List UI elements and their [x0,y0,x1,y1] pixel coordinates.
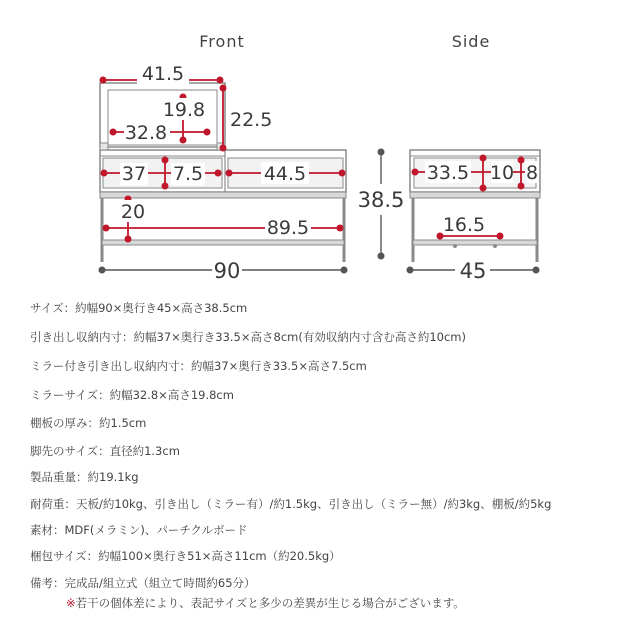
dim-mirror-inner-width: 32.8 [124,122,168,144]
dim-mirror-height: 19.8 [162,99,206,121]
dim-total-width: 90 [213,259,241,283]
side-view-title: Side [451,32,491,51]
side-bottom-shelf [413,240,537,245]
spec-leg-size: 脚先のサイズ：直径約1.3cm [30,444,180,458]
front-view-title: Front [199,32,245,51]
dimension-diagram [0,0,640,290]
dim-total-height: 38.5 [357,188,405,212]
dim-right-drawer-width: 44.5 [263,163,307,185]
spec-mirror-drawer-inner: ミラー付き引き出し収納内寸：約幅37×奥行き33.5×高さ7.5cm [30,359,367,373]
spec-size: サイズ：約幅90×奥行き45×高さ38.5cm [30,301,248,315]
dim-left-drawer-width: 37 [121,163,147,185]
dim-mirror-case-height: 22.5 [230,109,273,131]
note-mark: ※ [66,596,76,610]
dim-side-drawer-depth: 33.5 [426,162,470,184]
spec-note [66,595,465,611]
dim-mirror-width: 41.5 [141,63,185,85]
spec-package-size: 梱包サイズ：約幅100×奥行き51×高さ11cm（約20.5kg） [30,549,341,563]
dim-shelf-width: 89.5 [266,217,310,239]
dim-side-shelf-depth: 16.5 [442,214,486,236]
dim-side-drawer-height-2: 8 [525,162,539,184]
spec-weight: 製品重量：約19.1kg [30,470,139,484]
dim-total-depth: 45 [459,259,487,283]
bottom-shelf [102,240,344,245]
red-dimension-labels [121,63,538,239]
note-text: 若干の個体差により、表記サイズと多少の差異が生じる場合がございます。 [75,596,465,610]
dim-side-drawer-height-1: 10 [489,162,515,184]
spec-mirror-size: ミラーサイズ：約幅32.8×高さ19.8cm [30,388,234,402]
spec-load-capacity: 耐荷重：天板/約10kg、引き出し（ミラー有）/約1.5kg、引き出し（ミラー無）/約3kg、棚板/約5kg [30,497,552,511]
spec-shelf-thickness: 棚板の厚み：約1.5cm [30,416,147,430]
spec-drawer-inner: 引き出し収納内寸：約幅37×奥行き33.5×高さ8cm(有効収納内寸含む高さ約10cm) [30,330,466,344]
dim-shelf-height: 20 [120,201,146,223]
spec-remarks: 備考：完成品/組立式（組立て時間約65分） [30,576,256,590]
dim-left-drawer-height: 7.5 [172,163,204,185]
spec-material: 素材：MDF(メラミン)、パーチクルボード [30,523,248,537]
